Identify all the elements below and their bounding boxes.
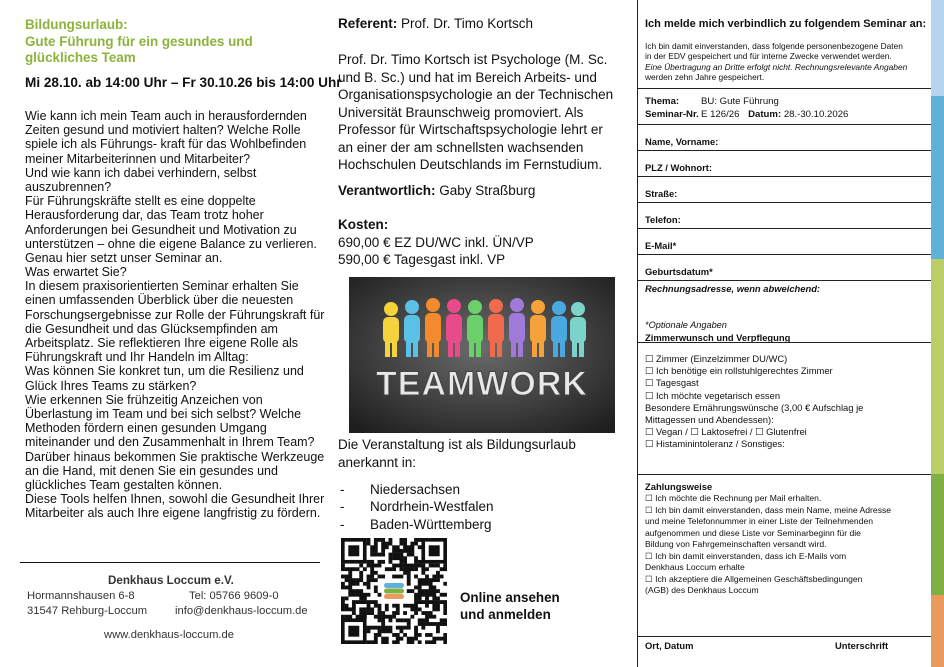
text-line: meiner Mitarbeiterinnen und Mitarbeiter? [25, 151, 251, 166]
referent-line [338, 15, 638, 33]
divider [637, 88, 931, 89]
room-option[interactable]: ☐ Zimmer (Einzelzimmer DU/WC) [645, 353, 788, 364]
title-line: Bildungsurlaub: [25, 17, 128, 32]
billing-address-label: Rechnungsadresse, wenn abweichend: [645, 283, 821, 294]
states-list [340, 481, 494, 533]
cost-line: 690,00 € EZ DU/WC inkl. ÜN/VP [338, 234, 534, 250]
text-line: einen umfassenden Überblick über die neuesten [25, 293, 294, 308]
state-item: - Niedersachsen [340, 482, 461, 497]
text-line: Zeiten gesund und motiviert halten? Welche Rolle [25, 123, 301, 138]
seminar-title [25, 17, 315, 67]
form-heading: Ich melde mich verbindlich zu folgendem Seminar an: [645, 18, 927, 30]
payment-option[interactable]: ☐ Ich akzeptiere die Allgemeinen Geschäftsbedingungen [645, 573, 863, 584]
qr-code[interactable] [341, 538, 447, 644]
seminar-description [25, 109, 325, 520]
room-heading: Zimmerwunsch und Verpflegung [645, 332, 791, 343]
place-date-label: Ort, Datum [645, 640, 694, 651]
text-line: Herausforderung dar, das Team trotz hoher [25, 208, 264, 223]
room-option[interactable]: ☐ Ich möchte vegetarisch essen [645, 389, 781, 401]
org-phone: Tel: 05766 9609-0 [189, 590, 279, 602]
online-register-label: Online ansehen und anmelden [460, 590, 560, 622]
recognition-line: anerkannt in: [338, 454, 417, 470]
color-strip-segment [931, 96, 944, 259]
org-email[interactable]: info@denkhaus-loccum.de [175, 605, 308, 617]
diet-text: Besondere Ernährungswünsche (3,00 € Aufschlag je [645, 401, 864, 413]
referent-bio [338, 51, 638, 174]
org-street: Hormannshausen 6-8 [27, 590, 135, 602]
signature-line [637, 636, 931, 637]
payment-options: ☐ Ich möchte die Rechnung per Mail erhalten. ☐ Ich bin damit einverstanden, dass mein Name, meine Adresse und meine Telefonnummer in einer Liste der Teilnehmenden aufgenommen und diese Liste vor Seminarbeginn für die Bildung von Fahrgemeinschaften versandt wird. ☐ Ich bin damit einverstanden, dass ich E-Mails vom Denkhaus Loccum erhalte ☐ Ich akzeptiere die Allgemeinen Geschäftsbedingungen (AGB) des Denkhaus Loccum [645, 493, 892, 595]
room-options [645, 353, 863, 451]
org-city: 31547 Rehburg-Loccum [27, 605, 148, 617]
text-line: Mitarbeiter als auch Ihre eigene langfristig zu fördern. [25, 506, 321, 521]
text-line: Glück Ihres Teams zu stärken? [25, 378, 197, 393]
color-strip-segment [931, 474, 944, 595]
responsible-name: Gaby Straßburg [435, 183, 536, 198]
birthdate-field[interactable]: Geburtsdatum* [637, 254, 931, 281]
text-line: auszubrennen? [25, 179, 112, 194]
text-line: Für Führungskräfte stellt es eine doppelte [25, 194, 256, 209]
referent-name: Prof. Dr. Timo Kortsch [397, 16, 534, 31]
text-line: Darüber hinaus bekommen Sie praktische Werkzeuge [25, 449, 325, 464]
diet-options[interactable]: ☐ Vegan / ☐ Laktosefrei / ☐ Glutenfrei [645, 426, 807, 438]
seminar-info: Thema: BU: Gute Führung Seminar-Nr. E 126/26 Datum: 28.-30.10.2026 [645, 96, 849, 120]
text-line: Und wie kann ich dabei verhindern, selbst [25, 165, 257, 180]
text-line: miteinander und den Zusammenhalt in Ihrem Team? [25, 435, 315, 450]
room-option[interactable]: ☐ Ich benötige ein rollstuhlgerechtes Zimmer [645, 365, 833, 377]
payment-option[interactable]: ☐ Ich möchte die Rechnung per Mail erhalten. [645, 493, 822, 503]
teamwork-image-text: TEAMWORK [376, 365, 588, 403]
text-line: Wie kann ich mein Team auch in herausfordernden [25, 109, 307, 123]
text-line: Wie erkennen Sie frühzeitig Anzeichen von [25, 392, 263, 407]
street-field[interactable]: Straße: [637, 176, 931, 203]
teamwork-image [349, 277, 615, 433]
text-line: Diese Tools helfen Ihnen, sowohl die Gesundheit Ihrer [25, 492, 325, 507]
color-strip-segment [931, 259, 944, 474]
color-strip-segment [931, 0, 944, 96]
name-field[interactable]: Name, Vorname: [637, 124, 931, 151]
state-item: - Nordrhein-Westfalen [340, 499, 494, 515]
text-line: Organisationspsychologie an der Technischen [338, 87, 614, 102]
costs-block [338, 216, 638, 269]
zip-city-field[interactable]: PLZ / Wohnort: [637, 150, 931, 177]
recognition-line: Die Veranstaltung ist als Bildungsurlaub [338, 437, 576, 452]
text-line: glückliches Team gestalten können. [25, 477, 223, 492]
signature-label: Unterschrift [835, 640, 889, 651]
responsible-label: Verantwortlich: [338, 183, 436, 198]
divider [637, 342, 931, 343]
optional-note: *Optionale Angaben [645, 320, 727, 330]
text-line: spiele ich als Führungs- kraft für das Wohlbefinden [25, 137, 307, 152]
responsible-line [338, 182, 638, 200]
text-line: Was erwartet Sie? [25, 265, 127, 280]
text-line: Anforderungen bei Gesundheit und Motivation zu [25, 222, 297, 237]
email-field[interactable]: E-Mail* [637, 228, 931, 255]
text-line: In diesem praxisorientierten Seminar erhalten Sie [25, 279, 299, 294]
recognition-text [338, 436, 638, 471]
state-item: - Baden-Württemberg [340, 516, 492, 532]
text-line: Was können Sie konkret tun, um die Resilienz und [25, 364, 304, 379]
org-name: Denkhaus Loccum e.V. [108, 574, 234, 587]
payment-option[interactable]: ☐ Ich bin damit einverstanden, dass ich E-Mails vom [645, 550, 847, 561]
divider [637, 280, 931, 281]
diet-text: Mittagessen und Abendessen): [645, 414, 774, 426]
text-line: unterstützen – ohne die eigene Balance zu verlieren. [25, 236, 317, 251]
cost-line: 590,00 € Tagesgast inkl. VP [338, 252, 506, 267]
text-line: Hochschulen Deutschlands im Fernstudium. [338, 157, 603, 172]
title-line: Gute Führung für ein gesundes und [25, 33, 253, 49]
text-line: Prof. Dr. Timo Kortsch ist Psychologe (M. Sc. [338, 52, 608, 67]
text-line: die Gesundheit und das Glücksempfinden am [25, 321, 278, 336]
text-line: und B. Sc.) und hat im Bereich Arbeits- und [338, 69, 597, 85]
text-line: Forschungsergebnisse zur Rolle der Führungskraft für [25, 307, 325, 322]
text-line: Arbeitsplatz. Sie reflektieren Ihre eigene Rolle als [25, 336, 299, 350]
seminar-dates: Mi 28.10. ab 14:00 Uhr – Fr 30.10.26 bis 14:00 Uhr [25, 75, 342, 90]
room-option[interactable]: ☐ Tagesgast [645, 377, 699, 389]
consent-text: Ich bin damit einverstanden, dass folgende personenbezogene Daten in der EDV gespeichert und für interne Zwecke verwendet werden. Eine Übertragung an Dritte erfolgt nicht. Rechnungsrelevante Angaben werden zehn Jahre gespeichert. [645, 41, 908, 83]
text-line: an einer der am schnellsten wachsenden [338, 139, 584, 155]
billing-address-field[interactable] [645, 293, 925, 317]
payment-option[interactable]: ☐ Ich bin damit einverstanden, dass mein Name, meine Adresse [645, 504, 892, 515]
payment-heading: Zahlungsweise [645, 481, 713, 492]
footer-divider [20, 562, 320, 563]
org-website-link[interactable]: www.denkhaus-loccum.de [104, 629, 234, 641]
text-line: Genau hier setzt unser Seminar an. [25, 250, 223, 265]
color-strip-segment [931, 595, 944, 667]
diet-options[interactable]: ☐ Histaminintoleranz / Sonstiges: [645, 438, 785, 450]
text-line: Professor für Wirtschaftspsychologie lehrt er [338, 122, 603, 137]
phone-field[interactable]: Telefon: [637, 202, 931, 229]
text-line: Methoden fördern einen gesunden Umgang [25, 421, 267, 436]
text-line: Universität Braunschweig promoviert. Als [338, 104, 584, 120]
text-line: an die Hand, mit denen Sie ein gesundes und [25, 463, 278, 478]
text-line: Führungskraft und Ihr Handeln im Alltag: [25, 350, 249, 365]
title-line: glückliches Team [25, 50, 136, 65]
text-line: Überlastung im Team und bei sich selbst? Welche [25, 406, 302, 421]
referent-label: Referent: [338, 16, 398, 31]
divider [637, 474, 931, 475]
costs-label: Kosten: [338, 217, 389, 232]
